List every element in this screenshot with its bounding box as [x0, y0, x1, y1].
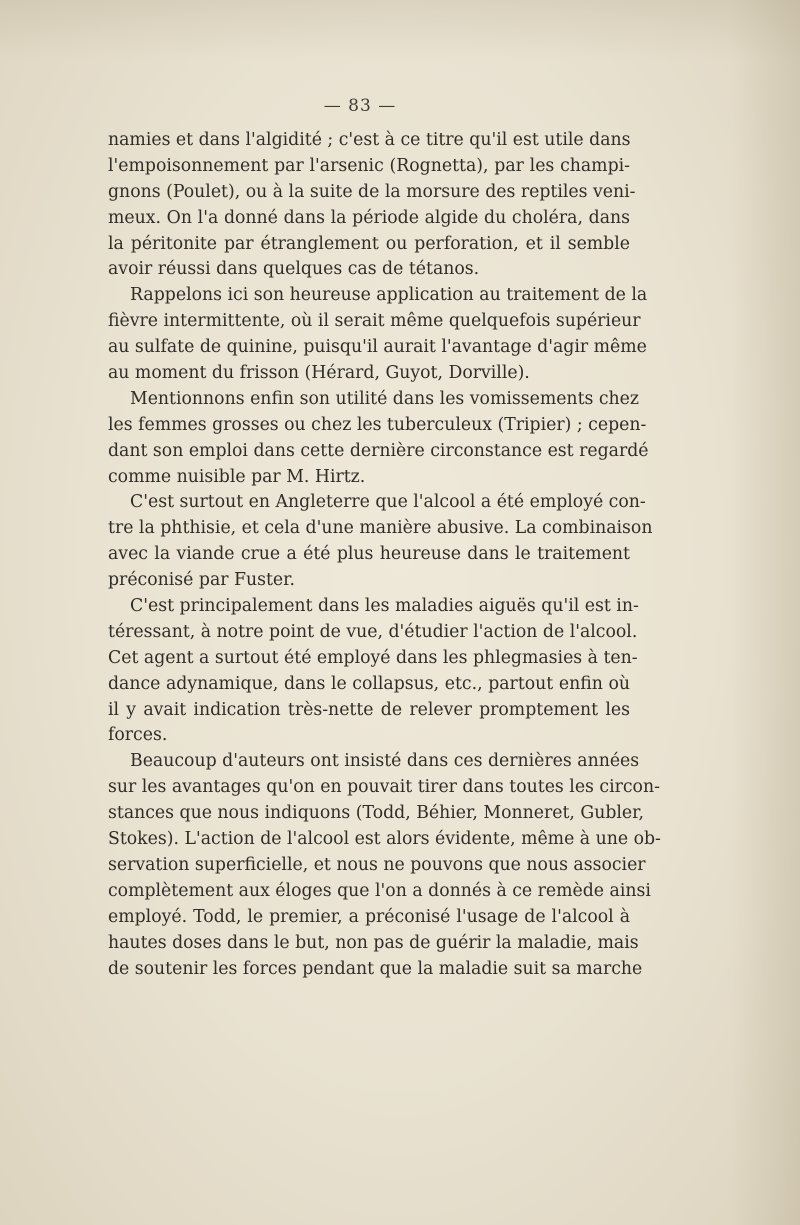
- paragraph: [108, 283, 648, 387]
- page-edge-shading: [730, 0, 800, 1225]
- text-line: avoir réussi dans quelques cas de tétanos.: [108, 259, 480, 280]
- text-line: Cet agent a surtout été employé dans les phlegmasies à ten-: [108, 647, 638, 668]
- paragraph: [108, 128, 636, 283]
- text-line: de soutenir les forces pendant que la maladie suit sa marche: [108, 958, 643, 979]
- text-line: sur les avantages qu'on en pouvait tirer dans toutes les circon-: [108, 777, 660, 798]
- text-line: C'est principalement dans les maladies aiguës qu'il est in-: [130, 596, 639, 617]
- text-line: il y avait indication très-nette de relever promptement les: [108, 699, 630, 720]
- text-line: gnons (Poulet), ou à la suite de la morsure des reptiles veni-: [108, 181, 636, 202]
- text-line: meux. On l'a donné dans la période algide du choléra, dans: [108, 207, 630, 228]
- text-line: avec la viande crue a été plus heureuse dans le traitement: [108, 544, 630, 565]
- text-line: Rappelons ici son heureuse application au traitement de la: [130, 285, 648, 306]
- page-number: — 83 —: [323, 96, 397, 116]
- text-line: préconisé par Fuster.: [108, 570, 296, 591]
- text-line: téressant, à notre point de vue, d'étudier l'action de l'alcool.: [108, 621, 638, 642]
- text-line: l'empoisonnement par l'arsenic (Rognetta), par les champi-: [108, 155, 630, 176]
- text-line: stances que nous indiquons (Todd, Béhier, Monneret, Gubler,: [108, 803, 644, 824]
- text-line: tre la phthisie, et cela d'une manière abusive. La combinaison: [108, 518, 653, 539]
- text-line: complètement aux éloges que l'on a donnés à ce remède ainsi: [108, 880, 651, 901]
- text-line: les femmes grosses ou chez les tuberculeux (Tripier) ; cepen-: [108, 414, 647, 435]
- text-line: employé. Todd, le premier, a préconisé l'usage de l'alcool à: [108, 906, 630, 927]
- text-line: la péritonite par étranglement ou perforation, et il semble: [108, 233, 630, 254]
- text-line: dance adynamique, dans le collapsus, etc., partout enfin où: [108, 673, 630, 694]
- paragraph: [108, 594, 639, 749]
- paragraph: [108, 490, 653, 594]
- text-line: au sulfate de quinine, puisqu'il aurait l'avantage d'agir même: [108, 337, 647, 358]
- text-line: forces.: [108, 725, 168, 746]
- paragraph: [108, 749, 661, 982]
- text-line: au moment du frisson (Hérard, Guyot, Dorville).: [108, 363, 530, 384]
- text-line: servation superficielle, et nous ne pouvons que nous associer: [108, 854, 646, 875]
- paragraph: [108, 387, 649, 491]
- text-line: namies et dans l'algidité ; c'est à ce titre qu'il est utile dans: [108, 130, 631, 150]
- page-top-shading: [0, 0, 800, 60]
- body-text: [108, 128, 661, 982]
- text-line: fièvre intermittente, où il serait même quelquefois supérieur: [108, 311, 641, 332]
- text-line: Mentionnons enfin son utilité dans les vomissements chez: [130, 388, 640, 409]
- text-line: Stokes). L'action de l'alcool est alors évidente, même à une ob-: [108, 829, 661, 850]
- text-line: hautes doses dans le but, non pas de guérir la maladie, mais: [108, 932, 639, 953]
- text-line: comme nuisible par M. Hirtz.: [108, 466, 366, 487]
- text-line: C'est surtout en Angleterre que l'alcool a été employé con-: [130, 492, 646, 513]
- text-line: Beaucoup d'auteurs ont insisté dans ces dernières années: [130, 751, 640, 772]
- text-line: dant son emploi dans cette dernière circonstance est regardé: [108, 440, 649, 461]
